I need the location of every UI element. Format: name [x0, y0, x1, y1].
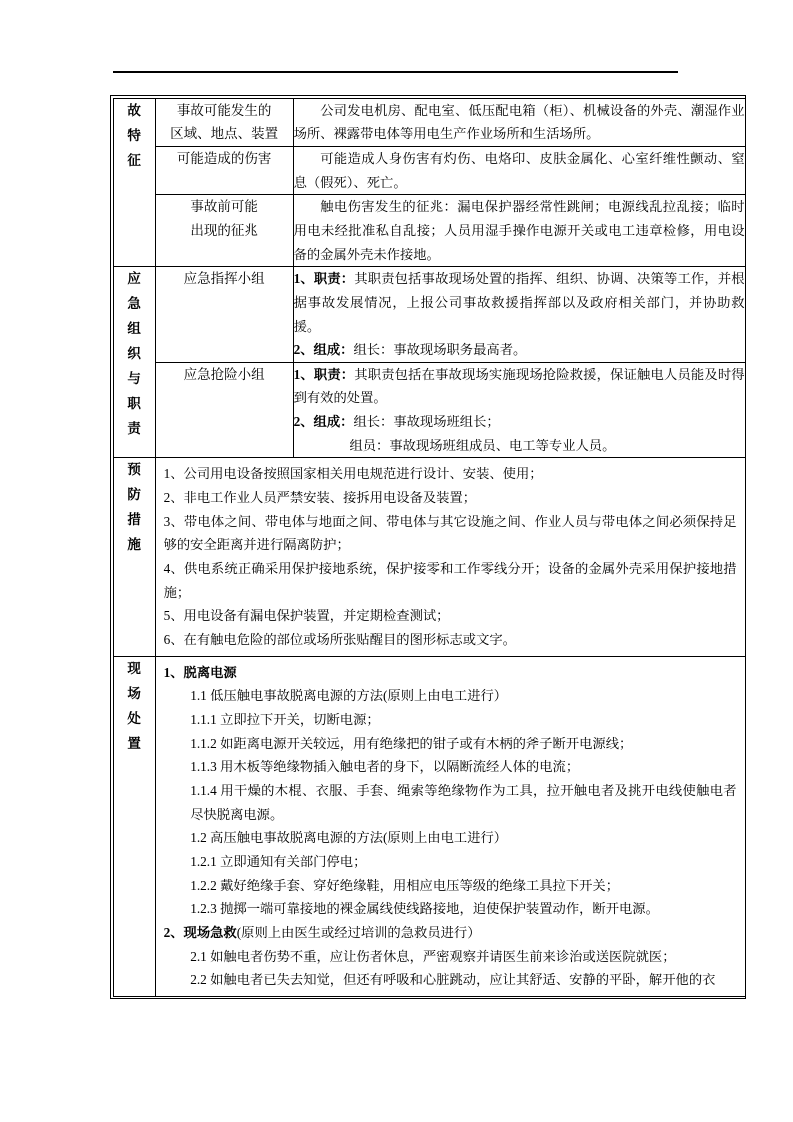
paragraph: 1.1.4 用干燥的木棍、衣服、手套、绳索等绝缘物作为工具，拉开触电者及挑开电线使触电者尽快脱离电源。 — [190, 782, 737, 822]
sublabel-line: 应急抢险小组 — [183, 366, 265, 382]
table-row — [113, 267, 745, 363]
paragraph-text: (原则上由医生或经过培训的急救员进行） — [236, 924, 481, 940]
content-rescue-group — [293, 362, 745, 458]
paragraph: 3、带电体之间、带电体与地面之间、带电体与其它设施之间、作业人员与带电体之间必须保持足够的安全距离并进行隔离防护； — [163, 513, 737, 553]
sublabel-line: 可能造成的伤害 — [176, 150, 272, 166]
label-char: 处 — [127, 710, 141, 726]
table-row — [113, 458, 745, 656]
sublabel-rescue-group — [155, 362, 293, 458]
paragraph: 1.1.2 如距离电源开关较远，用有绝缘把的钳子或有木柄的斧子断开电源线； — [190, 735, 633, 751]
section-label-onsite-disposal — [113, 656, 155, 996]
content-command-group — [293, 267, 745, 363]
section-label-accident-features — [113, 98, 155, 267]
label-char: 置 — [127, 735, 141, 751]
table-body — [113, 98, 745, 996]
paragraph: 2、非电工作业人员严禁安装、接拆用电设备及装置； — [163, 490, 477, 506]
content-accident-area — [293, 98, 745, 146]
paragraph-bold-prefix: 2、现场急救 — [163, 924, 237, 940]
sublabel-warning-signs — [155, 195, 293, 267]
content-possible-injury — [293, 146, 745, 194]
section-label-preventive-measures — [113, 458, 155, 656]
paragraph: 1.2.1 立即通知有关部门停电； — [190, 853, 367, 869]
emergency-plan-table-wrapper — [110, 95, 746, 999]
label-char: 措 — [127, 512, 141, 528]
paragraph-bold-prefix: 1、脱离电源 — [163, 664, 237, 680]
paragraph: 4、供电系统正确采用保护接地系统，保护接零和工作零线分开；设备的金属外壳采用保护接地措施； — [163, 561, 737, 600]
paragraph-bold-prefix: 1、职责： — [293, 271, 355, 287]
content-warning-signs — [293, 195, 745, 267]
paragraph: 组员：事故现场班组成员、电工等专业人员。 — [349, 437, 616, 453]
table-row — [113, 195, 745, 267]
paragraph: 1.1.1 立即拉下开关，切断电源； — [190, 712, 380, 727]
paragraph — [294, 338, 745, 362]
paragraph: 1.2 高压触电事故脱离电源的方法(原则上由电工进行） — [190, 830, 508, 846]
label-char: 防 — [127, 487, 141, 503]
sublabel-line: 出现的征兆 — [190, 222, 258, 238]
paragraph-text: 组长：事故现场职务最高者。 — [353, 342, 527, 358]
label-char: 现 — [127, 660, 141, 676]
label-char: 征 — [127, 152, 141, 168]
label-char: 特 — [127, 127, 141, 143]
table-row — [113, 146, 745, 194]
sublabel-line: 事故可能发生的 — [176, 102, 272, 118]
table-row — [113, 98, 745, 146]
paragraph: 1、公司用电设备按照国家相关用电规范进行设计、安装、使用； — [163, 466, 543, 482]
paragraph-text: 其职责包括事故现场处置的指挥、组织、协调、决策等工作，并根据事故发展情况，上报公司事故救援指挥部以及政府相关部门，并协助救援。 — [293, 271, 745, 334]
table-row — [113, 656, 745, 996]
content-preventive-measures — [155, 458, 745, 656]
paragraph: 可能造成人身伤害有灼伤、电烙印、皮肤金属化、心室纤维性颤动、窒息（假死）、死亡。 — [293, 150, 745, 190]
paragraph — [164, 661, 737, 685]
table-row — [113, 362, 745, 458]
paragraph-bold-prefix: 1、职责： — [293, 366, 355, 382]
paragraph: 1.1.3 用木板等绝缘物插入触电者的身下，以隔断流经人体的电流； — [190, 759, 580, 775]
content-onsite-disposal — [155, 656, 745, 996]
section-label-emergency-organization — [113, 267, 155, 458]
paragraph: 1.2.2 戴好绝缘手套、穿好绝缘鞋，用相应电压等级的绝缘工具拉下开关； — [190, 877, 620, 893]
emergency-plan-table — [113, 98, 746, 997]
paragraph: 6、在有触电危险的部位或场所张贴醒目的图形标志或文字。 — [163, 632, 516, 648]
sublabel-accident-area — [155, 98, 293, 146]
paragraph: 1.2.3 抛掷一端可靠接地的裸金属线使线路接地，迫使保护装置动作，断开电源。 — [190, 901, 659, 917]
paragraph: 2.2 如触电者已失去知觉，但还有呼吸和心脏跳动，应让其舒适、安静的平卧，解开他的衣 — [190, 972, 716, 988]
sublabel-line: 区域、地点、装置 — [170, 126, 279, 142]
label-char: 应 — [127, 271, 141, 287]
label-char: 施 — [127, 537, 141, 553]
paragraph-bold-prefix: 2、组成： — [293, 414, 354, 430]
sublabel-line: 事故前可能 — [190, 199, 258, 215]
paragraph: 触电伤害发生的征兆：漏电保护器经常性跳闸；电源线乱拉乱接；临时用电未经批准私自乱接；人员用湿手操作电源开关或电工违章检修，用电设备的金属外壳未作接地。 — [293, 199, 745, 262]
paragraph-text: 其职责包括在事故现场实施现场抢险救援，保证触电人员能及时得到有效的处置。 — [293, 366, 745, 406]
label-char: 场 — [127, 685, 141, 701]
paragraph — [294, 363, 745, 410]
paragraph-bold-prefix: 2、组成： — [293, 342, 354, 358]
label-char: 组 — [127, 321, 141, 337]
paragraph: 2.1 如触电者伤势不重，应让伤者休息，严密观察并请医生前来诊治或送医院就医； — [190, 948, 676, 964]
paragraph: 公司发电机房、配电室、低压配电箱（柜）、机械设备的外壳、潮湿作业场所、裸露带电体等用电生产作业场所和生活场所。 — [293, 102, 745, 142]
paragraph — [294, 267, 745, 338]
label-char: 责 — [127, 421, 141, 436]
header-rule — [113, 71, 678, 73]
label-char: 职 — [127, 396, 141, 412]
label-char: 预 — [127, 462, 141, 478]
label-char: 织 — [127, 346, 141, 362]
sublabel-line: 应急指挥小组 — [183, 271, 265, 287]
sublabel-command-group — [155, 267, 293, 363]
paragraph-text: 组长：事故现场班组长； — [353, 414, 500, 430]
label-char: 故 — [127, 102, 141, 118]
label-char: 急 — [127, 296, 141, 312]
paragraph — [294, 410, 745, 434]
paragraph: 5、用电设备有漏电保护装置，并定期检查测试； — [163, 608, 450, 624]
paragraph: 1.1 低压触电事故脱离电源的方法(原则上由电工进行） — [190, 688, 508, 704]
label-char: 与 — [127, 371, 141, 387]
paragraph — [164, 921, 737, 945]
sublabel-possible-injury — [155, 146, 293, 194]
